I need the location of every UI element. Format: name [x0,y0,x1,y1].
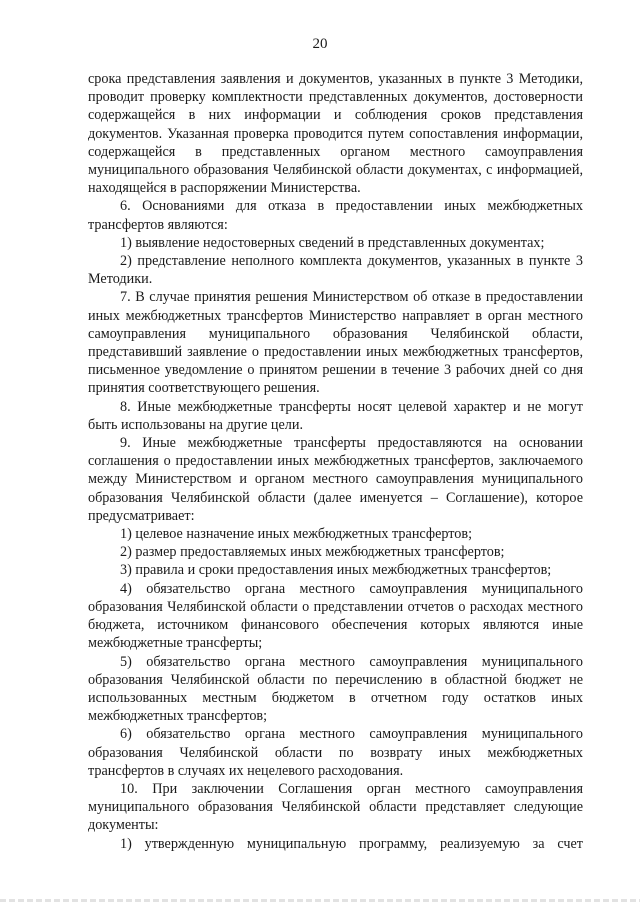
document-body [88,70,583,853]
paragraph-subitem-9-2: 2) размер предоставляемых иных межбюджетных трансфертов; [120,544,505,561]
paragraph-subitem-6-2: 2) представление неполного комплекта документов, указанных в пункте 3 Методики. [88,253,583,288]
paragraph-subitem-9-5: 5) обязательство органа местного самоуправления муниципального образования Челябинской области по перечислению в областной бюджет не использованных местным бюджетом в отчетном году остатков иных межбюджетных трансфертов; [88,653,583,725]
paragraph-subitem-9-3: 3) правила и сроки предоставления иных межбюджетных трансфертов; [120,562,552,579]
paragraph-subitem-9-6: 6) обязательство органа местного самоуправления муниципального образования Челябинской области по возврату иных межбюджетных трансфертов в случаях их нецелевого расходования. [88,726,583,779]
paragraph-item-7: 7. В случае принятия решения Министерством об отказе в предоставлении иных межбюджетных трансфертов Министерство направляет в орган местного самоуправления муниципального образования Челябинской области, представивший заявление о предоставлении иных межбюджетных трансфертов, письменное уведомление о принятом решении в течение 3 рабочих дней со дня принятия соответствующего решения. [88,289,583,397]
scan-edge-divider [0,899,640,902]
paragraph-item-6: 6. Основаниями для отказа в предоставлении иных межбюджетных трансфертов являются: [88,198,583,233]
paragraph-item-9: 9. Иные межбюджетные трансферты предоставляются на основании соглашения о предоставлении иных межбюджетных трансфертов, заключаемого между Министерством и органом местного самоуправления муниципального образования Челябинской области (далее именуется – Соглашение), которое предусматривает: [88,435,583,524]
paragraph-subitem-10-1: 1) утвержденную муниципальную программу, реализуемую за счет [120,835,583,852]
paragraph-item-8: 8. Иные межбюджетные трансферты носят целевой характер и не могут быть использованы на другие цели. [88,398,583,433]
paragraph-item-10: 10. При заключении Соглашения орган местного самоуправления муниципального образования Челябинской области представляет следующие документы: [88,780,583,834]
paragraph-subitem-9-1: 1) целевое назначение иных межбюджетных трансфертов; [120,526,473,543]
page-number: 20 [312,36,328,52]
paragraph-subitem-9-4: 4) обязательство органа местного самоуправления муниципального образования Челябинской области о представлении отчетов о расходах местного бюджета, источником финансового обеспечения которых являются иные межбюджетные трансферты; [88,580,583,652]
paragraph-subitem-6-1: 1) выявление недостоверных сведений в представленных документах; [120,234,545,251]
paragraph-continuation: срока представления заявления и документов, указанных в пункте 3 Методики, проводит проверку комплектности представленных документов, достоверности содержащейся в них информации и соблюдения сроков представления документов. Указанная проверка проводится путем сопоставления информации, содержащейся в представленных органом местного самоуправления муниципального образования Челябинской области документах, с информацией, находящейся в распоряжении Министерства. [88,71,583,197]
